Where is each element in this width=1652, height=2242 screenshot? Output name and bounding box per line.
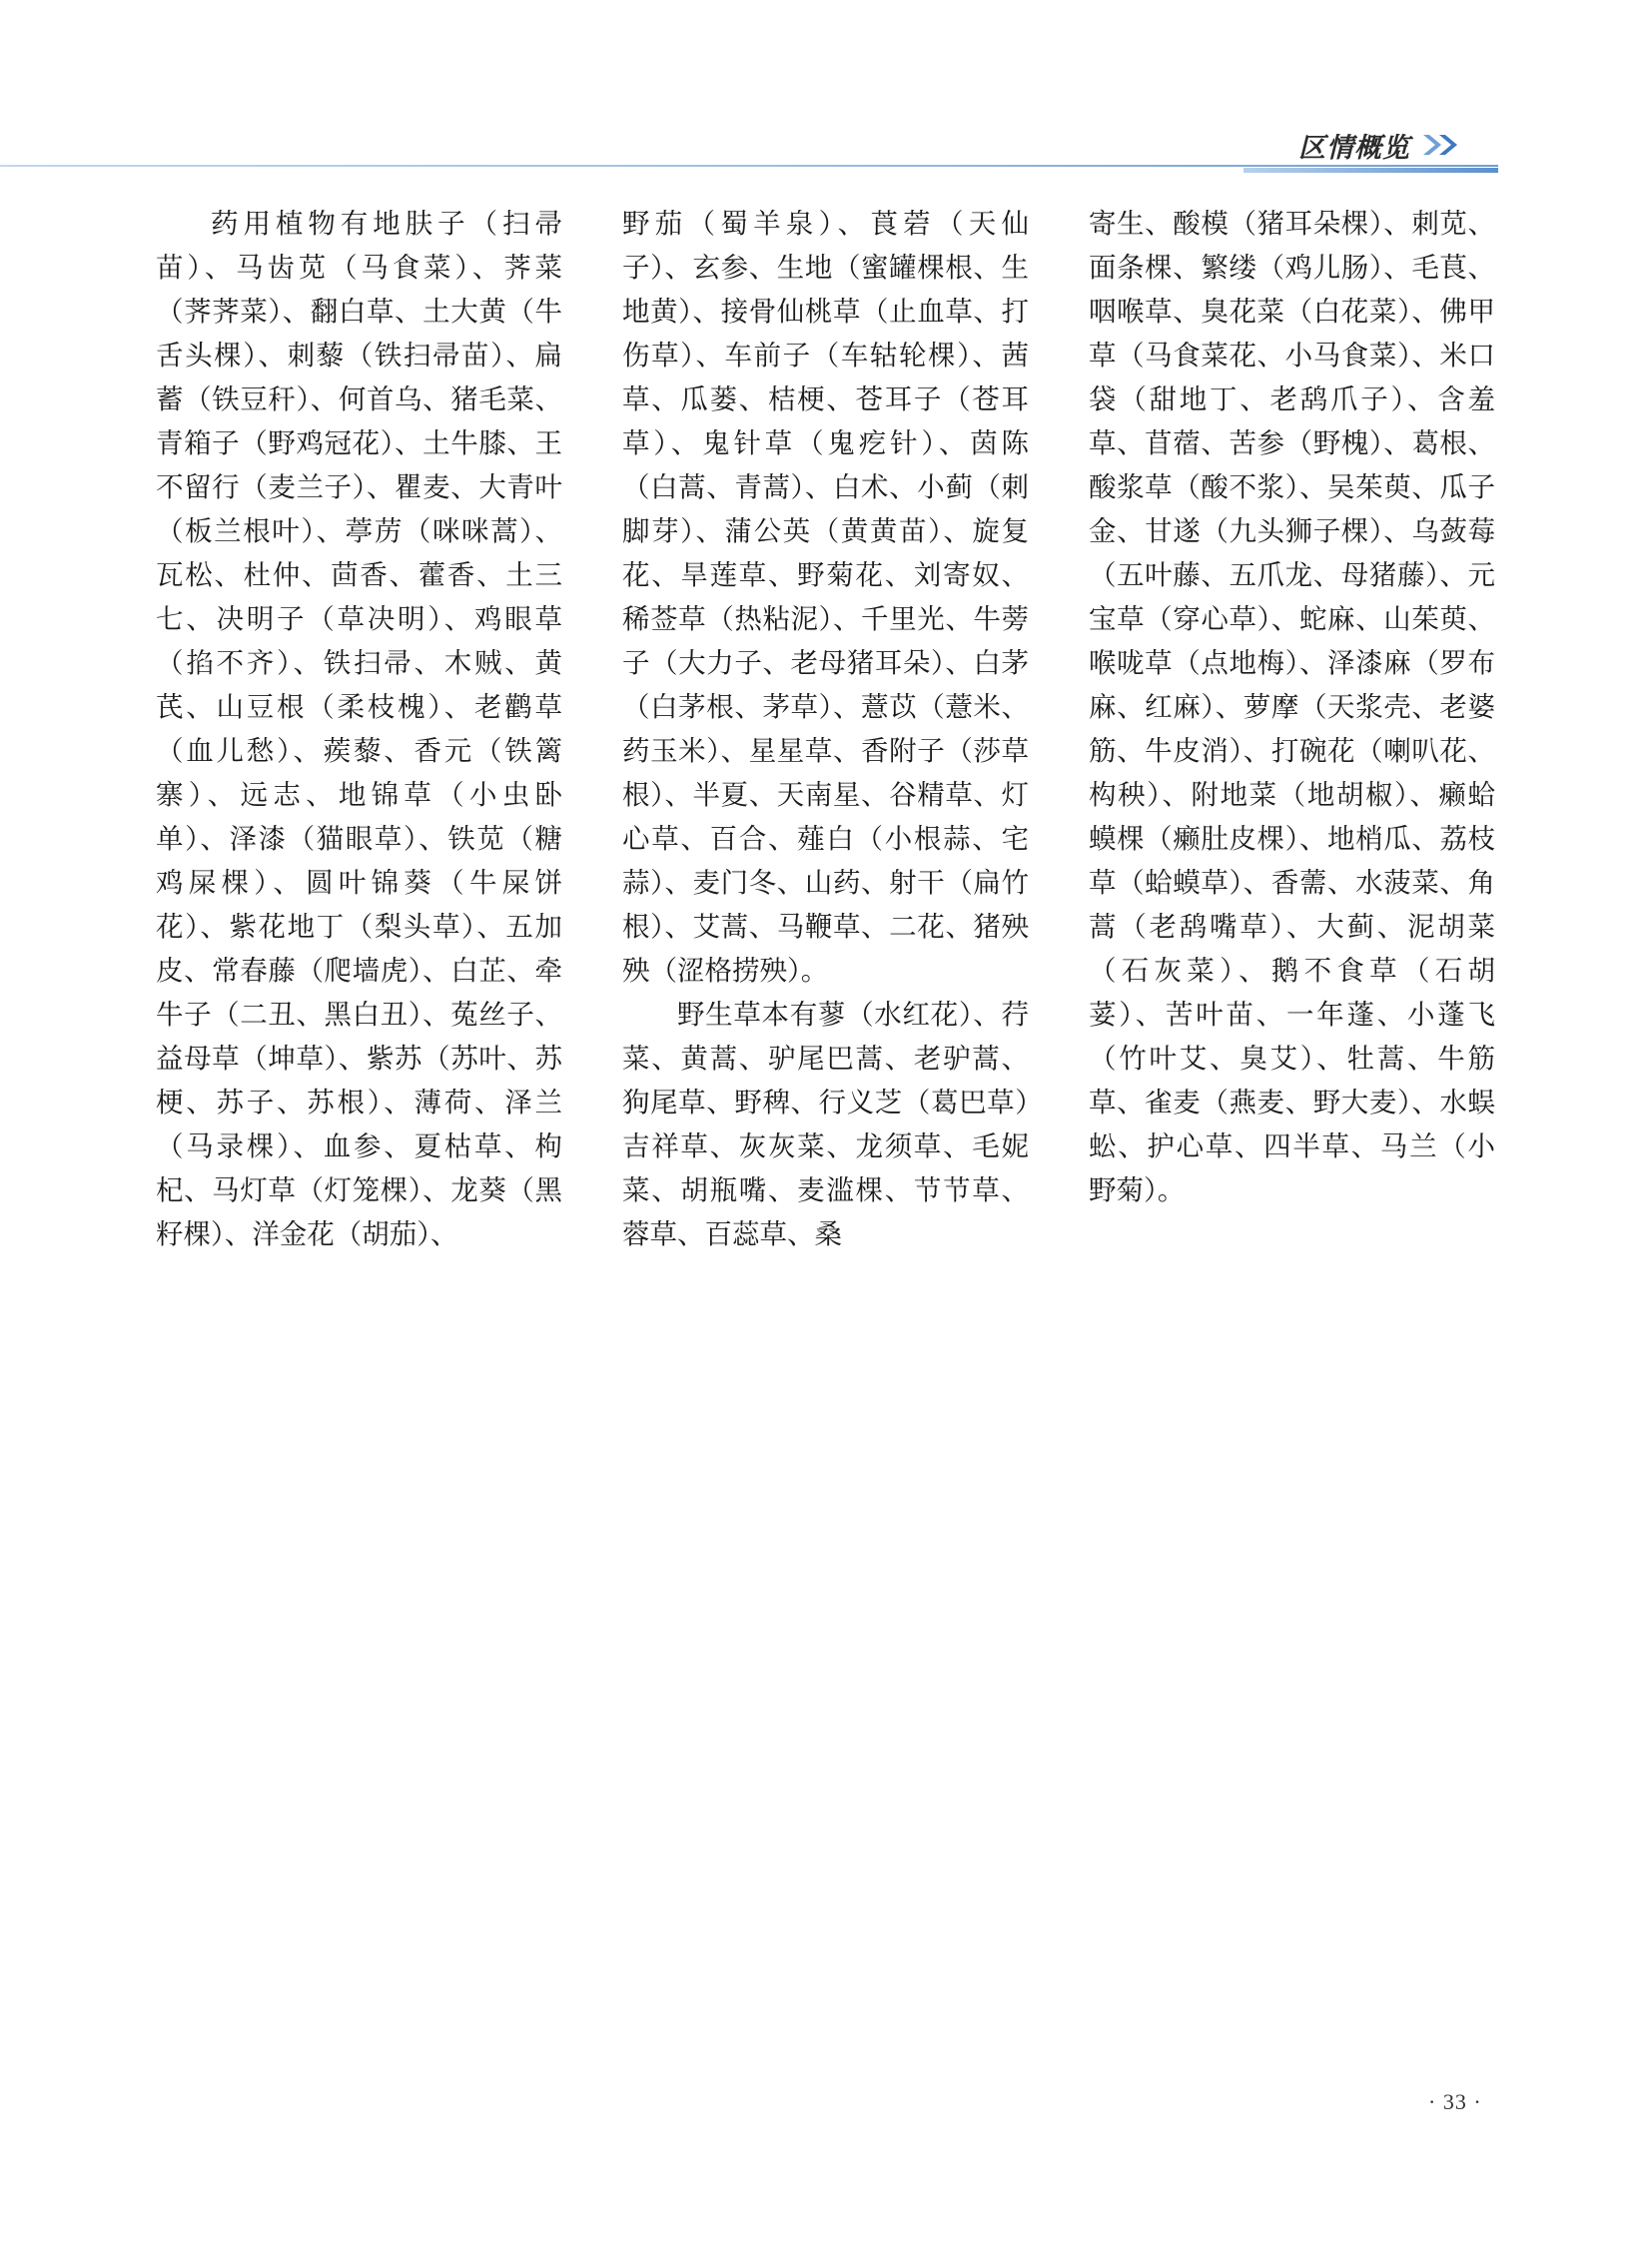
page-number: · 33 · xyxy=(1428,2089,1482,2114)
article-body xyxy=(156,202,1496,1256)
paragraph-wild-herbs-cont: 寄生、酸模（猪耳朵棵）、刺苋、面条棵、繁缕（鸡儿肠）、毛茛、咽喉草、臭花菜（白花菜）、佛甲草（马食菜花、小马食菜）、米口袋（甜地丁、老鸹爪子）、含羞草、苜蓿、苦参（野槐）、葛根、酸浆草（酸不浆）、吴茱萸、瓜子金、甘遂（九头狮子棵）、乌蔹莓（五叶藤、五爪龙、母猪藤）、元宝草（穿心草）、蛇麻、山茱萸、喉咙草（点地梅）、泽漆麻（罗布麻、红麻）、萝摩（天浆壳、老婆筋、牛皮消）、打碗花（喇叭花、构秧）、附地菜（地胡椒）、癞蛤蟆棵（癞肚皮棵）、地梢瓜、荔枝草（蛤蟆草）、香薷、水菠菜、角蒿（老鸹嘴草）、大蓟、泥胡菜（石灰菜）、鹅不食草（石胡荽）、苦叶苗、一年蓬、小蓬飞（竹叶艾、臭艾）、牡蒿、牛筋草、雀麦（燕麦、野大麦）、水蜈蚣、护心草、四半草、马兰（小野菊）。 xyxy=(1089,208,1495,1206)
header-rule xyxy=(0,165,1498,167)
column-2 xyxy=(622,202,1029,1256)
header-rule-accent xyxy=(1243,168,1498,173)
paragraph-medicinal-plants-cont: 野茄（蜀羊泉）、莨菪（天仙子）、玄参、生地（蜜罐棵根、生地黄）、接骨仙桃草（止血草、打伤草）、车前子（车轱轮棵）、茜草、瓜蒌、桔梗、苍耳子（苍耳草）、鬼针草（鬼疙针）、茵陈（白蒿、青蒿）、白术、小蓟（刺脚芽）、蒲公英（黄黄苗）、旋复花、旱莲草、野菊花、刘寄奴、稀莶草（热粘泥）、千里光、牛蒡子（大力子、老母猪耳朵）、白茅（白茅根、茅草）、薏苡（薏米、药玉米）、星星草、香附子（莎草根）、半夏、天南星、谷精草、灯心草、百合、薤白（小根蒜、宅蒜）、麦门冬、山药、射干（扁竹根）、艾蒿、马鞭草、二花、猪殃殃（涩格捞殃）。 xyxy=(622,208,1029,987)
column-1 xyxy=(156,202,562,1256)
double-chevron-right-icon xyxy=(1420,133,1464,157)
section-title: 区情概览 xyxy=(1298,132,1410,164)
section-header xyxy=(1298,125,1464,165)
column-3 xyxy=(1089,202,1495,1256)
paragraph-medicinal-plants: 药用植物有地肤子（扫帚苗）、马齿苋（马食菜）、荠菜（荠荠菜）、翻白草、土大黄（牛舌头棵）、刺藜（铁扫帚苗）、扁蓄（铁豆秆）、何首乌、猪毛菜、青箱子（野鸡冠花）、土牛膝、王不留行（麦兰子）、瞿麦、大青叶（板兰根叶）、葶苈（咪咪蒿）、瓦松、杜仲、茴香、藿香、土三七、决明子（草决明）、鸡眼草（掐不齐）、铁扫帚、木贼、黄芪、山豆根（柔枝槐）、老鹳草（血儿愁）、蒺藜、香元（铁篱寨）、远志、地锦草（小虫卧单）、泽漆（猫眼草）、铁苋（糖鸡屎棵）、圆叶锦葵（牛屎饼花）、紫花地丁（梨头草）、五加皮、常春藤（爬墙虎）、白芷、牵牛子（二丑、黑白丑）、菟丝子、益母草（坤草）、紫苏（苏叶、苏梗、苏子、苏根）、薄荷、泽兰（马录棵）、血参、夏枯草、枸杞、马灯草（灯笼棵）、龙葵（黑籽棵）、洋金花（胡茄）、 xyxy=(156,208,562,1250)
paragraph-wild-herbs: 野生草本有蓼（水红花）、荇菜、黄蒿、驴尾巴蒿、老驴蒿、狗尾草、野稗、行义芝（葛巴草）吉祥草、灰灰菜、龙须草、毛妮菜、胡瓶嘴、麦滥棵、节节草、蓉草、百蕊草、桑 xyxy=(622,999,1029,1250)
